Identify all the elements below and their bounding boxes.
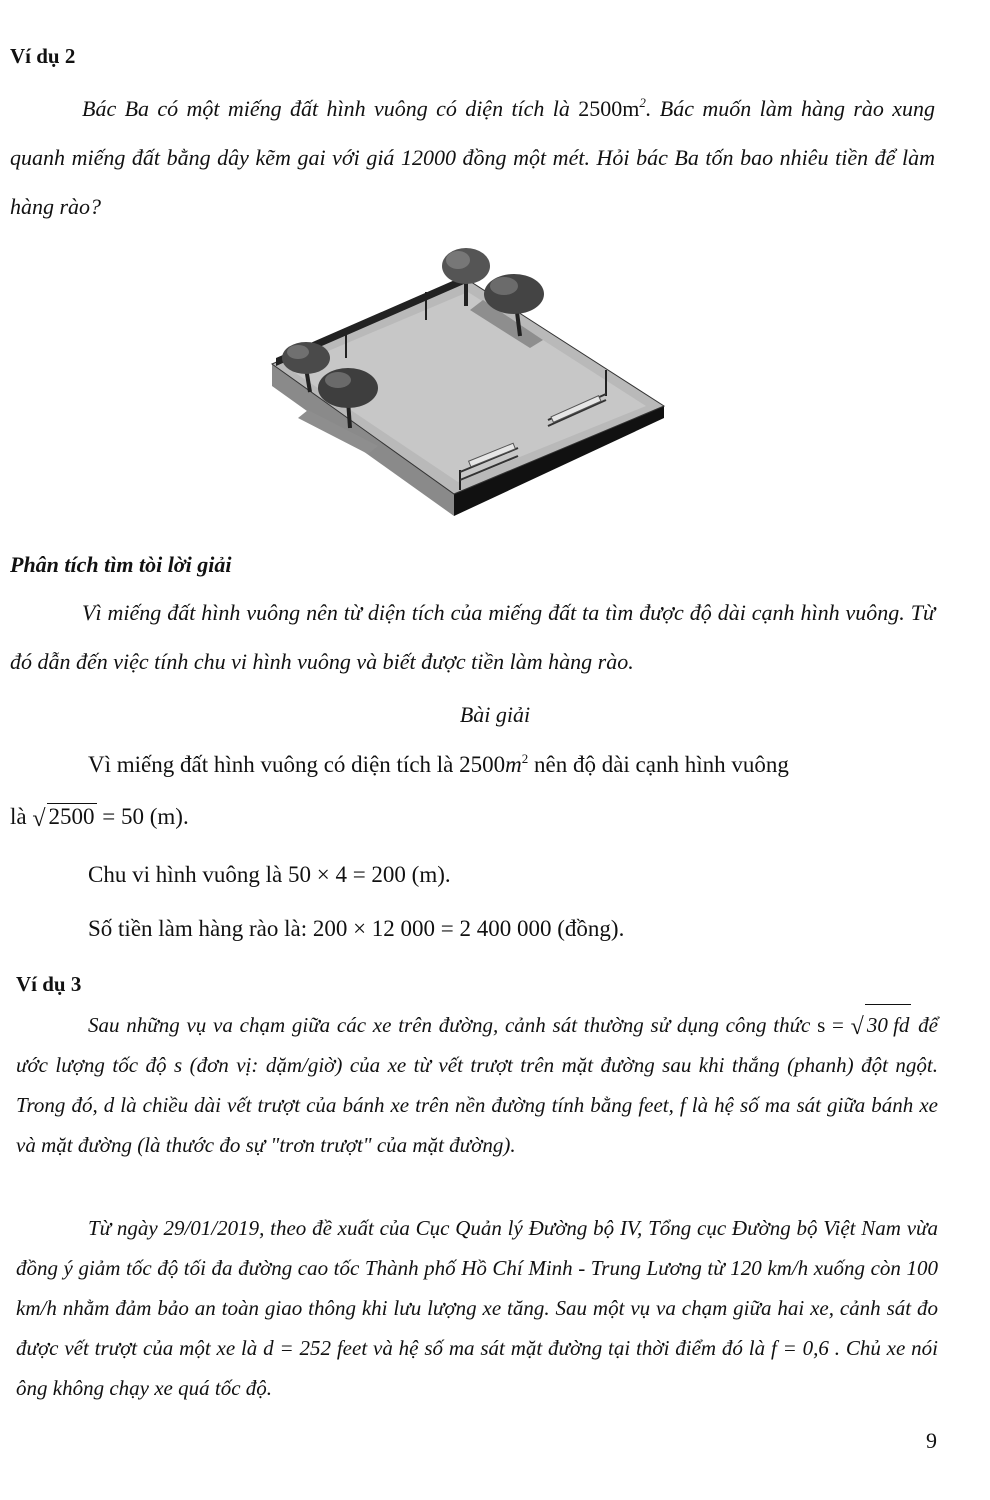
solution-line-3: Chu vi hình vuông là 50 × 4 = 200 (m). [88,862,451,887]
solution-line-1: Vì miếng đất hình vuông có diện tích là $2500m^2$ nên độ dài cạnh hình vuông [88,751,789,777]
example-2-problem: Bác Ba có một miếng đất hình vuông có diện tích là $2500m^2$. Bác muốn làm hàng rào xung quanh miếng đất bằng dây kẽm gai với giá 12000 đồng một mét. Hỏi bác Ba tốn bao nhiêu tiền để làm hàng rào? [10,95,936,219]
solution-line-2: là √ 2500 = 50 (m). [10,804,189,832]
example-2-heading: Ví dụ 2 [10,44,76,68]
example-3-paragraph-1: Sau những vụ va chạm giữa các xe trên đường, cảnh sát thường sử dụng công thức s = √ 30 fd để ước lượng tốc độ s (đơn vị: dặm/giờ) của xe từ vết trượt trên mặt đường sau khi thắng (phanh) đột ngột. Trong đó, d là chiều dài vết trượt của bánh xe trên nền đường tính bằng feet, f là hệ số ma sát giữa bánh xe và mặt đường (là thước đo sự "trơn trượt" của mặt đường). [16,1004,938,1165]
page-number: 9 [926,1428,937,1453]
example-3-paragraph-2: Từ ngày 29/01/2019, theo đề xuất của Cục Quản lý Đường bộ IV, Tổng cục Đường bộ Việt Nam vừa đồng ý giảm tốc độ tối đa đường cao tốc Thành phố Hồ Chí Minh - Trung Lương từ 120 km/h xuống còn 100 km/h nhằm đảm bảo an toàn giao thông khi lưu lượng xe tăng. Sau một vụ va chạm giữa hai xe, cảnh sát đo được vết trượt của một xe là d = 252 feet và hệ số ma sát mặt đường tại thời điểm đó là f = 0,6 . Chủ xe nói ông không chạy xe quá tốc độ. [16,1216,938,1400]
solution-title: Bài giải [459,702,531,727]
analysis-heading: Phân tích tìm tòi lời giải [10,552,232,577]
example-3-heading: Ví dụ 3 [16,972,82,996]
fenced-square-plot-illustration [268,240,670,525]
analysis-text: Vì miếng đất hình vuông nên từ diện tích của miếng đất ta tìm được độ dài cạnh hình vuông. Từ đó dẫn đến việc tính chu vi hình vuông và biết được tiền làm hàng rào. [10,600,935,674]
solution-line-4: Số tiền làm hàng rào là: 200 × 12 000 = 2 400 000 (đồng). [88,916,625,941]
